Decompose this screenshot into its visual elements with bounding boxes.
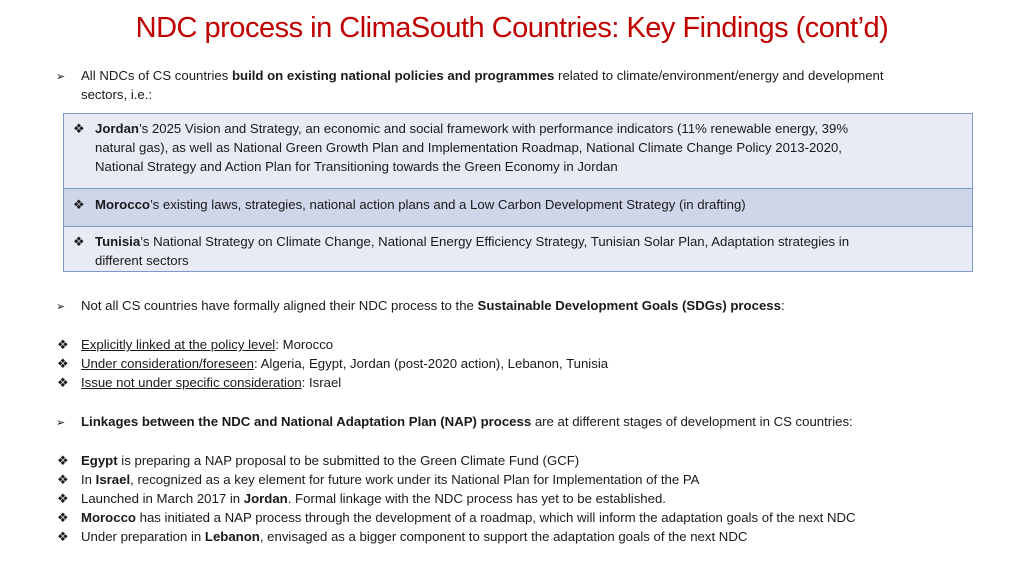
sdg-item: Explicitly linked at the policy level: Morocco bbox=[81, 337, 334, 352]
country-jordan: Jordan bbox=[95, 121, 139, 136]
diamond-bullet-icon: ❖ bbox=[57, 356, 69, 371]
policy-table bbox=[63, 113, 973, 272]
nap-item: Under preparation in Lebanon, envisaged as a bigger component to support the adaptation goals of the next NDC bbox=[81, 529, 748, 544]
intro-line2: sectors, i.e.: bbox=[81, 87, 153, 102]
diamond-bullet-icon: ❖ bbox=[57, 375, 69, 390]
diamond-bullet-icon: ❖ bbox=[57, 472, 69, 487]
diamond-bullet-icon: ❖ bbox=[57, 510, 69, 525]
diamond-bullet-icon: ❖ bbox=[57, 453, 69, 468]
table-row-morocco: ❖ Morocco’s existing laws, strategies, national action plans and a Low Carbon Development Strategy (in drafting) bbox=[64, 188, 972, 226]
diamond-bullet-icon: ❖ bbox=[57, 337, 69, 352]
nap-item: Egypt is preparing a NAP proposal to be submitted to the Green Climate Fund (GCF) bbox=[81, 453, 580, 468]
diamond-bullet-icon: ❖ bbox=[57, 491, 69, 506]
slide-title: NDC process in ClimaSouth Countries: Key Findings (cont’d) bbox=[135, 12, 889, 44]
country-morocco: Morocco bbox=[95, 197, 150, 212]
diamond-bullet-icon: ❖ bbox=[73, 121, 85, 136]
arrow-bullet-icon: ➢ bbox=[56, 417, 66, 429]
intro-text bbox=[81, 66, 974, 104]
table-row-jordan: ❖ Jordan’s 2025 Vision and Strategy, an economic and social framework with performance indicators (11% renewable energy, 39% natural gas), as well as National Green Growth Plan and Implementation Roadmap, National Climate Change Policy 2013-2020, National Strategy and Action Plan for Transitioning towards the Green Economy in Jordan bbox=[64, 114, 972, 188]
nap-item: In Israel, recognized as a key element for future work under its National Plan for Implementation of the PA bbox=[81, 472, 700, 487]
arrow-bullet-icon: ➢ bbox=[56, 301, 66, 313]
intro-line1: All NDCs of CS countries build on existing national policies and programmes related to climate/environment/energy and development bbox=[81, 68, 884, 83]
sdg-heading: Not all CS countries have formally aligned their NDC process to the Sustainable Development Goals (SDGs) process: bbox=[81, 298, 785, 313]
nap-heading: Linkages between the NDC and National Adaptation Plan (NAP) process are at different stages of development in CS countries: bbox=[81, 414, 853, 429]
sdg-item: Issue not under specific consideration: Israel bbox=[81, 375, 342, 390]
arrow-bullet-icon: ➢ bbox=[56, 71, 66, 83]
country-tunisia: Tunisia bbox=[95, 234, 141, 249]
diamond-bullet-icon: ❖ bbox=[73, 234, 85, 249]
diamond-bullet-icon: ❖ bbox=[73, 197, 85, 212]
sdg-item: Under consideration/foreseen: Algeria, Egypt, Jordan (post-2020 action), Lebanon, Tunisia bbox=[81, 356, 609, 371]
table-row-tunisia: ❖ Tunisia’s National Strategy on Climate Change, National Energy Efficiency Strategy, Tunisian Solar Plan, Adaptation strategies in different sectors bbox=[64, 226, 972, 271]
nap-item: Launched in March 2017 in Jordan. Formal linkage with the NDC process has yet to be established. bbox=[81, 491, 666, 506]
diamond-bullet-icon: ❖ bbox=[57, 529, 69, 544]
nap-item: Morocco has initiated a NAP process through the development of a roadmap, which will inform the adaptation goals of the next NDC bbox=[81, 510, 856, 525]
